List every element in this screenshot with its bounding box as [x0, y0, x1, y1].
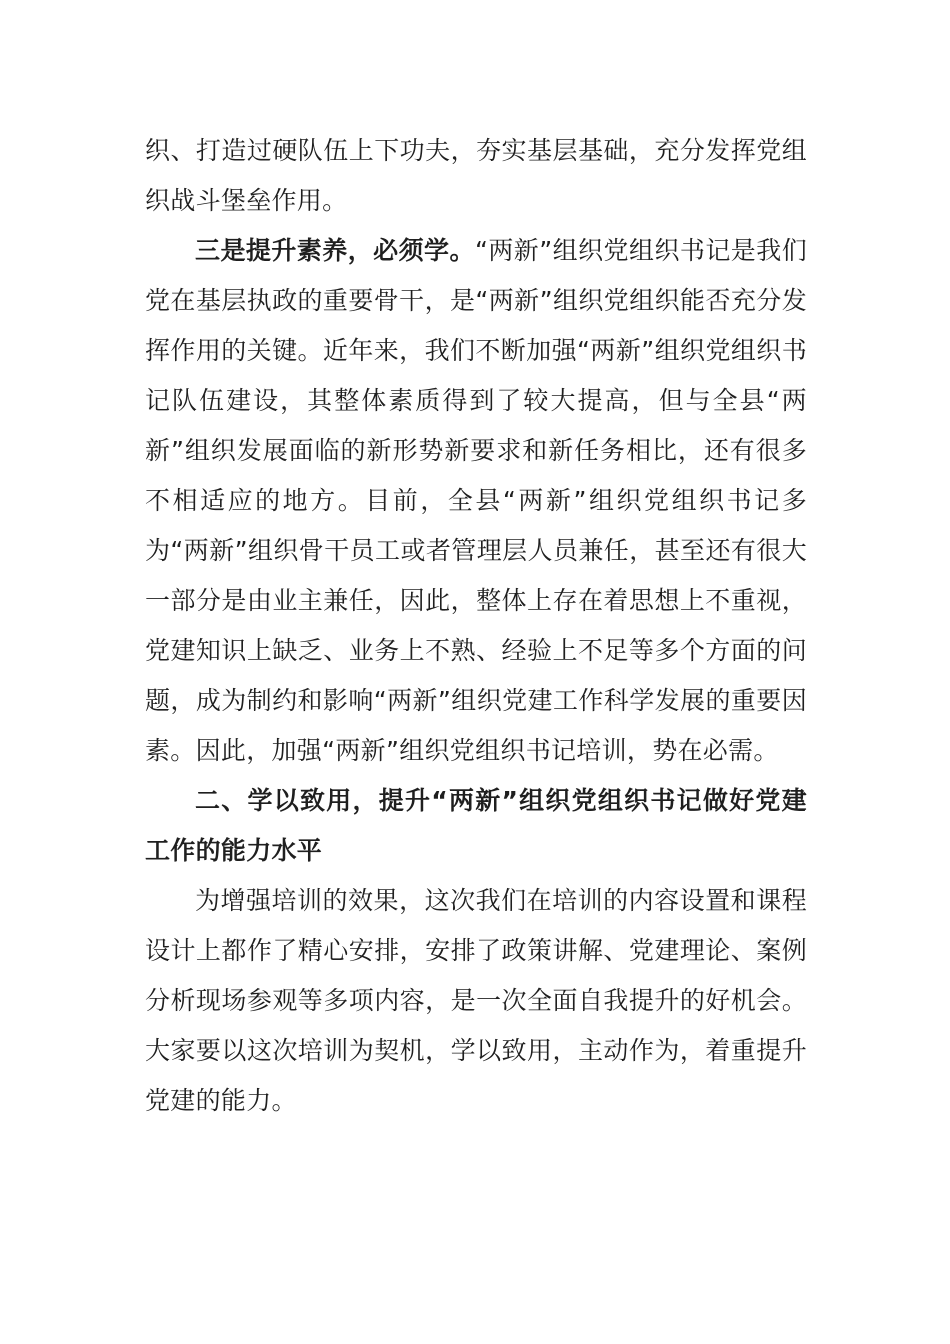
paragraph-body: “两新”组织党组织书记是我们党在基层执政的重要骨干，是“两新”组织党组织能否充分发挥作用的关键。近年来，我们不断加强“两新”组织党组织书记队伍建设，其整体素质得到了较大提高，但与全县“两新”组织发展面临的新形势新要求和新任务相比，还有很多不相适应的地方。目前，全县“两新”组织党组织书记多为“两新”组织骨干员工或者管理层人员兼任，甚至还有很大一部分是由业主兼任，因此，整体上存在着思想上不重视，党建知识上缺乏、业务上不熟、经验上不足等多个方面的问题，成为制约和影响“两新”组织党建工作科学发展的重要因素。因此，加强“两新”组织党组织书记培训，势在必需。 — [145, 236, 807, 765]
paragraph-continuation: 织、打造过硬队伍上下功夫，夯实基层基础，充分发挥党组织战斗堡垒作用。 — [145, 136, 807, 215]
document-body — [145, 126, 807, 1126]
section-heading-two: 二、学以致用，提升“两新”组织党组织书记做好党建工作的能力水平 — [145, 786, 807, 865]
paragraph-three-improve-quality — [145, 226, 807, 776]
paragraph-training-content: 为增强培训的效果，这次我们在培训的内容设置和课程设计上都作了精心安排，安排了政策讲解、党建理论、案例分析现场参观等多项内容，是一次全面自我提升的好机会。大家要以这次培训为契机，学以致用，主动作为，着重提升党建的能力。 — [145, 886, 807, 1115]
paragraph-lead-bold: 三是提升素养，必须学。 — [195, 236, 475, 265]
